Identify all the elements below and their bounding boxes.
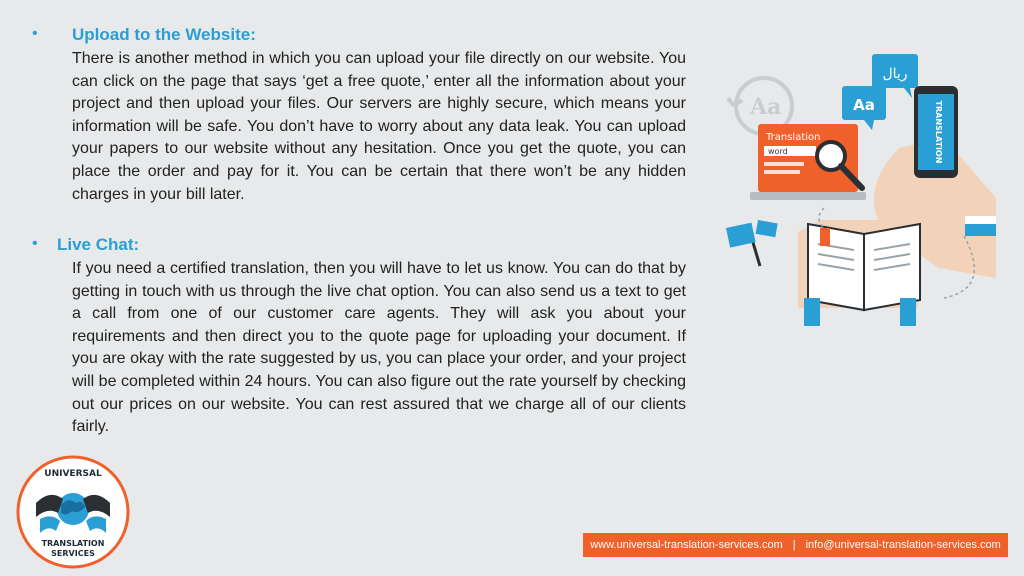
svg-text:Aa: Aa: [750, 94, 782, 120]
bubble-latin-text: Aa: [853, 96, 875, 114]
footer-website-link[interactable]: www.universal-translation-services.com: [590, 539, 783, 551]
phone-screen-text: TRANSLATION: [934, 100, 943, 164]
speech-bubble-latin-icon: [842, 86, 886, 130]
bullet-icon: •: [32, 25, 38, 42]
section-heading-upload: Upload to the Website:: [72, 25, 256, 44]
laptop-icon: [750, 124, 866, 200]
section-body-live-chat: If you need a certified translation, then you will have to let us know. You can do that by getting in touch with us through the live chat option. You can also send us a text to get a call from one of our customer care agents. They will ask you about your requirements and then direct you to the quote page for uploading your document. If you are okay with the rate suggested by us, you can place your order, and your project will be completed within 24 hours. You can also figure out the rate yourself by checking out our prices on our website. You can rest assured that we charge all of our clients fairly.: [72, 260, 686, 436]
footer-email-link[interactable]: info@universal-translation-services.com: [805, 539, 1001, 551]
footer-separator: |: [792, 539, 796, 551]
logo-line3: SERVICES: [51, 549, 95, 558]
card-word-text: word: [768, 147, 788, 156]
logo-line2: TRANSLATION: [41, 539, 105, 548]
bullet-icon: •: [32, 235, 38, 252]
section-body-upload: There is another method in which you can upload your file directly on our website. You can click on the page that says ‘get a free quote,’ enter all the information about your project and then upload your files. Our servers are highly secure, which means your information will be safe. You don’t have to worry about any data leak. You can upload your papers to our website without any hesitation. Once you get the quote, you can place the order and pay for it. You can be certain that there won’t be any hidden charges in your bill later.: [72, 50, 686, 203]
card-title-text: Translation: [766, 132, 821, 143]
bubble-arabic-text: ريال: [882, 66, 908, 82]
company-logo: [16, 455, 130, 569]
logo-line1: UNIVERSAL: [44, 469, 102, 479]
section-heading-live-chat: Live Chat:: [57, 235, 140, 254]
open-book-icon: [798, 220, 920, 326]
footer-contact-bar: [583, 533, 1008, 557]
flag-icon: [726, 220, 778, 266]
translation-illustration: [714, 48, 996, 328]
